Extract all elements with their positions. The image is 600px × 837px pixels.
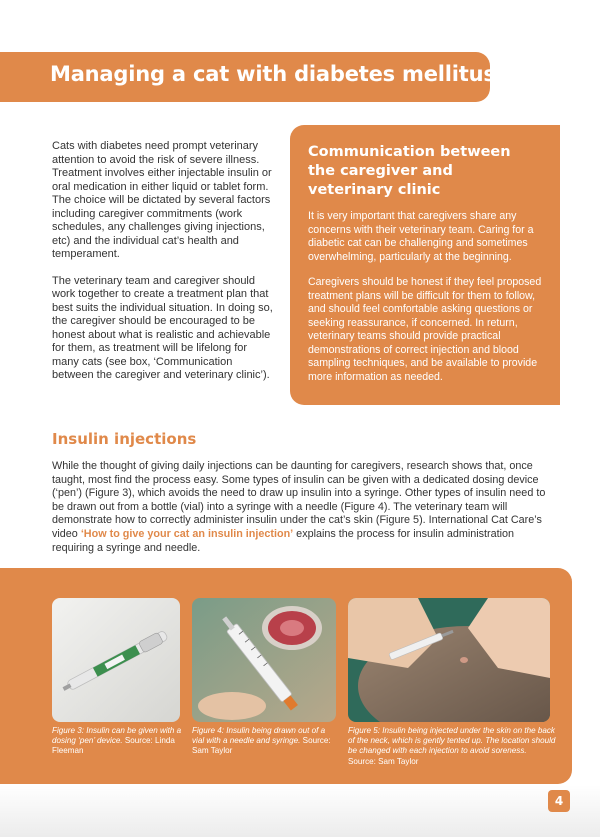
title-banner (0, 52, 496, 102)
cat-injection-image (348, 598, 550, 722)
info-box-title: Communication between the caregiver and veterinary clinic (308, 144, 511, 198)
section-title-insulin: Insulin injections (52, 430, 197, 448)
communication-info-box (290, 125, 560, 405)
page-title: Managing a cat with diabetes mellitus (50, 62, 496, 86)
page-number-badge: 4 (548, 790, 570, 812)
info-box-paragraph: It is very important that caregivers share any concerns with their veterinary team. Caring for a diabetic cat can be challenging and sometimes overwhelming, particularly at the beginning. (308, 210, 534, 263)
caption-source: Source: Sam Taylor (192, 736, 331, 756)
caption-source: Source: Sam Taylor (348, 756, 419, 766)
figure-4-photo (192, 598, 336, 722)
figure-3-caption (52, 726, 184, 757)
caption-text: Figure 3: Insulin can be given with a dosing ‘pen’ device. (52, 726, 182, 746)
figure-panel (0, 568, 572, 784)
caption-text: Figure 5: Insulin being injected under the skin on the back of the neck, which is gently tented up. The location should be changed with each injection to avoid soreness. (348, 726, 556, 756)
intro-paragraph: The veterinary team and caregiver should work together to create a treatment plan that best suits the individual situation. In doing so, the caregiver should be encouraged to be honest about what is realistic and achievable for them, as treatment will be lifelong for many cats (see box, ‘Communication between the caregiver and veterinary clinic’). (52, 274, 273, 381)
insulin-paragraph (52, 460, 552, 555)
insulin-text-part: explains the process for insulin administration requiring a syringe and needle. (52, 527, 515, 554)
vial-syringe-image (192, 598, 336, 722)
info-box-paragraph: Caregivers should be honest if they feel proposed treatment plans will be difficult for them to follow, and should feel comfortable asking questions or seeking reassurance, if concerned. In return, veterinary teams should provide practical demonstrations of correct injection and blood sampling techniques, and be available to provide more information as needed. (308, 276, 542, 383)
insulin-pen-image (52, 598, 180, 722)
footer-band (0, 785, 600, 837)
figure-5-caption (348, 726, 556, 767)
figure-5-photo (348, 598, 550, 722)
insulin-text-part: While the thought of giving daily injections can be daunting for caregivers, research shows that, once taught, most find the process easy. Some types of insulin can be given with a dedicated dosing device (‘pen’) (Figure 3), which avoids the need to draw up insulin into a syringe. Other types of insulin need to be drawn out from a bottle (vial) into a syringe with a needle (Figure 4). The veterinary team will demonstrate how to correctly administer insulin under the cat’s skin (Figure 5). International Cat Care’s video (52, 460, 546, 540)
caption-text: Figure 4: Insulin being drawn out of a vial with a needle and syringe. (192, 726, 326, 746)
figure-3-photo (52, 598, 180, 722)
intro-paragraph: Cats with diabetes need prompt veterinary attention to avoid the risk of severe illness. Treatment involves either injectable insulin or oral medication in either liquid or tablet form. The choice will be dictated by several factors including caregiver commitments (work schedules, any challenges giving injections, etc) and the individual cat’s health and temperament. (52, 140, 272, 260)
intro-column (52, 140, 274, 396)
figure-4-caption (192, 726, 336, 757)
caption-source: Source: Linda Fleeman (52, 736, 175, 756)
video-link[interactable]: ‘How to give your cat an insulin injection’ (80, 527, 294, 540)
